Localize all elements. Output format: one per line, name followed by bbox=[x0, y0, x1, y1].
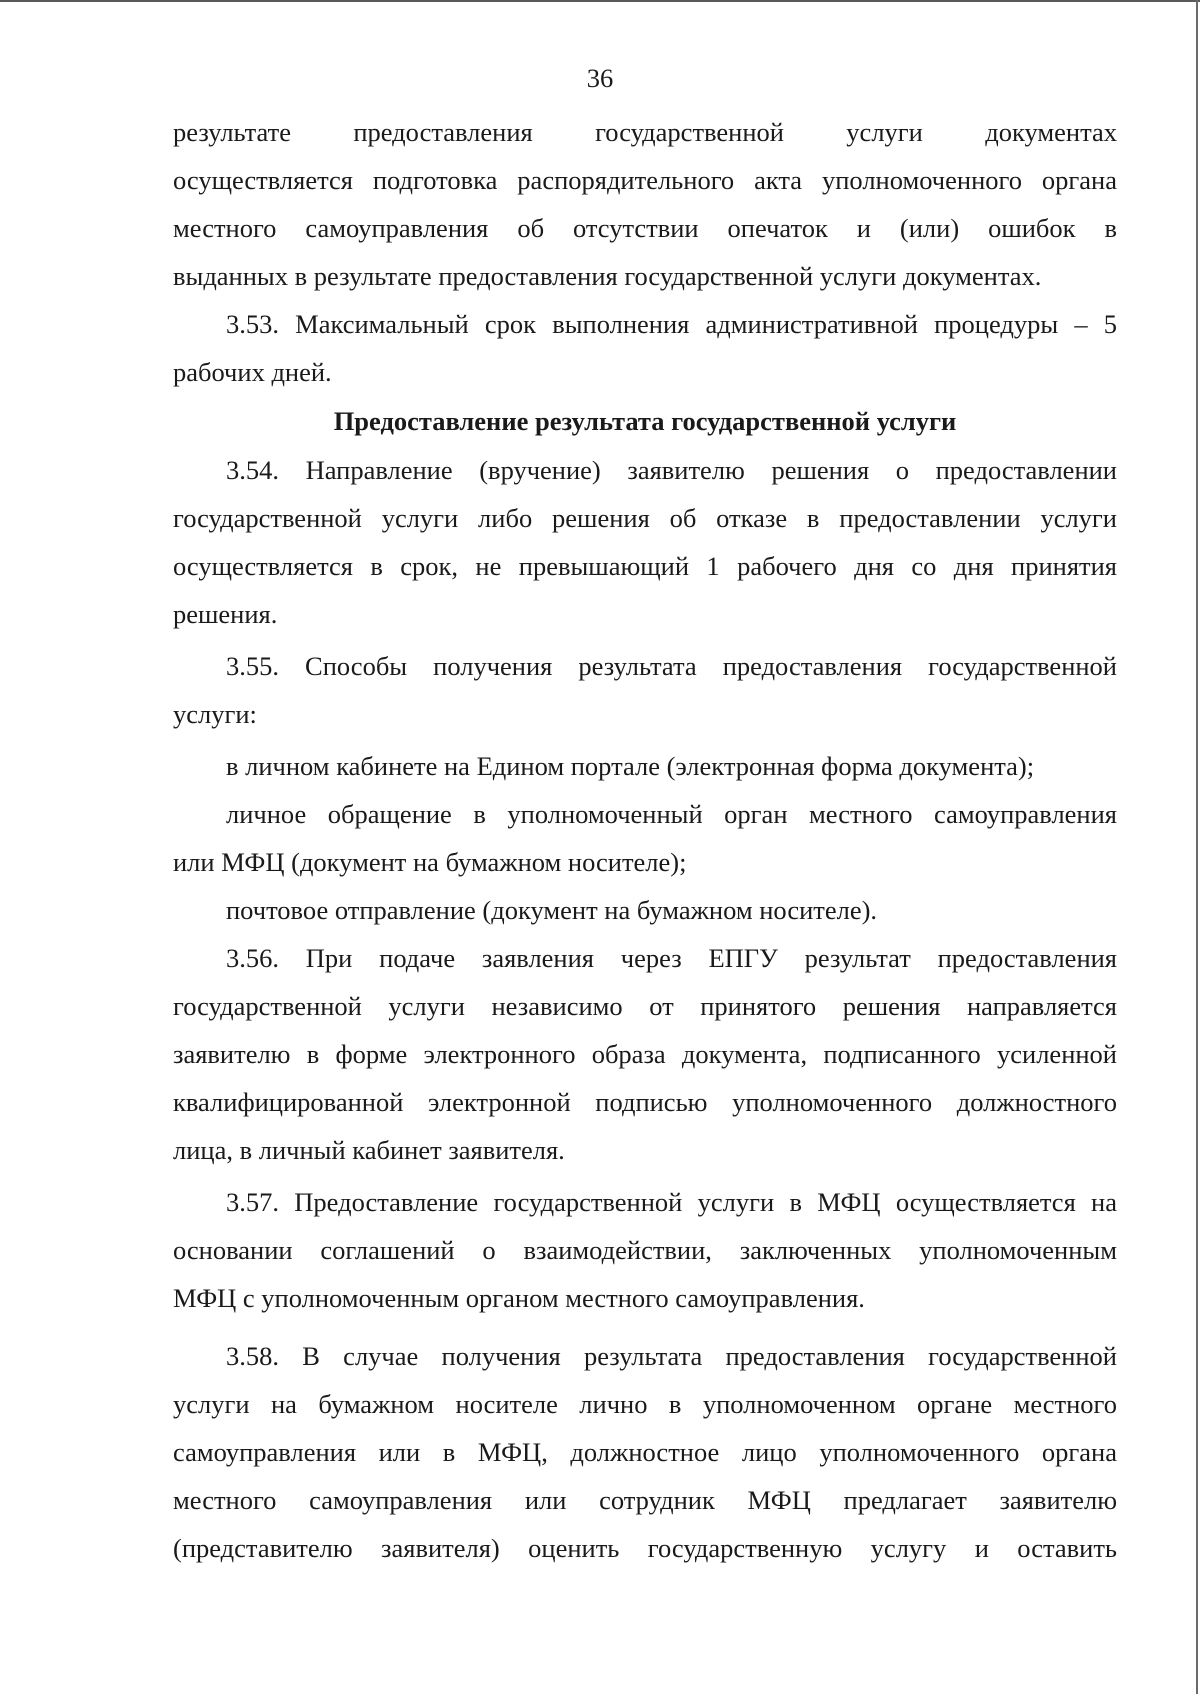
text-line: местного самоуправления об отсутствии опечаток и (или) ошибок в bbox=[173, 213, 1117, 243]
section-heading: Предоставление результата государственной услуги bbox=[333, 406, 957, 436]
text-line: рабочих дней. bbox=[173, 357, 332, 387]
text-line: лица, в личный кабинет заявителя. bbox=[173, 1135, 565, 1165]
text-line: осуществляется подготовка распорядительного акта уполномоченного органа bbox=[173, 165, 1117, 195]
text-line: самоуправления или в МФЦ, должностное лицо уполномоченного органа bbox=[173, 1437, 1117, 1467]
paragraph-3-55 bbox=[173, 642, 1117, 738]
text-line: местного самоуправления или сотрудник МФЦ предлагает заявителю bbox=[173, 1485, 1117, 1515]
page-number: 36 bbox=[586, 63, 614, 93]
paragraph-3-56 bbox=[173, 934, 1117, 1174]
text-line: 3.53. Максимальный срок выполнения административной процедуры – 5 bbox=[226, 309, 1117, 339]
paragraph-continuation bbox=[173, 108, 1117, 300]
text-line: или МФЦ (документ на бумажном носителе); bbox=[173, 847, 687, 877]
paragraph-3-54 bbox=[173, 446, 1117, 638]
option-personal-visit bbox=[173, 790, 1117, 886]
text-line: услуги на бумажном носителе лично в уполномоченном органе местного bbox=[173, 1389, 1117, 1419]
scan-edge-top bbox=[0, 0, 1200, 2]
text-line: результате предоставления государственной услуги документах bbox=[173, 117, 1117, 147]
text-line: 3.54. Направление (вручение) заявителю решения о предоставлении bbox=[226, 455, 1117, 485]
paragraph-3-53 bbox=[173, 300, 1117, 396]
scan-edge-right bbox=[1196, 0, 1198, 1694]
text-line: в личном кабинете на Едином портале (электронная форма документа); bbox=[226, 751, 1035, 781]
text-line: государственной услуги независимо от принятого решения направляется bbox=[173, 991, 1117, 1021]
option-personal-account bbox=[173, 742, 1117, 790]
text-line: МФЦ с уполномоченным органом местного самоуправления. bbox=[173, 1283, 865, 1313]
text-line: основании соглашений о взаимодействии, заключенных уполномоченным bbox=[173, 1235, 1117, 1265]
paragraph-3-57 bbox=[173, 1178, 1117, 1322]
text-line: осуществляется в срок, не превышающий 1 рабочего дня со дня принятия bbox=[173, 551, 1117, 581]
document-body bbox=[173, 108, 1117, 1572]
text-line: личное обращение в уполномоченный орган местного самоуправления bbox=[226, 799, 1117, 829]
text-line: выданных в результате предоставления государственной услуги документах. bbox=[173, 261, 1042, 291]
text-line: услуги: bbox=[173, 699, 257, 729]
text-line: решения. bbox=[173, 599, 278, 629]
text-line: заявителю в форме электронного образа документа, подписанного усиленной bbox=[173, 1039, 1117, 1069]
text-line: почтовое отправление (документ на бумажном носителе). bbox=[226, 895, 878, 925]
text-line: квалифицированной электронной подписью уполномоченного должностного bbox=[173, 1087, 1117, 1117]
text-line: 3.56. При подаче заявления через ЕПГУ результат предоставления bbox=[226, 943, 1117, 973]
text-line: государственной услуги либо решения об отказе в предоставлении услуги bbox=[173, 503, 1117, 533]
text-line: 3.55. Способы получения результата предоставления государственной bbox=[226, 651, 1117, 681]
option-mail bbox=[173, 886, 1117, 934]
text-line: (представителю заявителя) оценить государственную услугу и оставить bbox=[173, 1533, 1117, 1563]
text-line: 3.57. Предоставление государственной услуги в МФЦ осуществляется на bbox=[226, 1187, 1117, 1217]
paragraph-3-58 bbox=[173, 1332, 1117, 1572]
text-line: 3.58. В случае получения результата предоставления государственной bbox=[226, 1341, 1117, 1371]
